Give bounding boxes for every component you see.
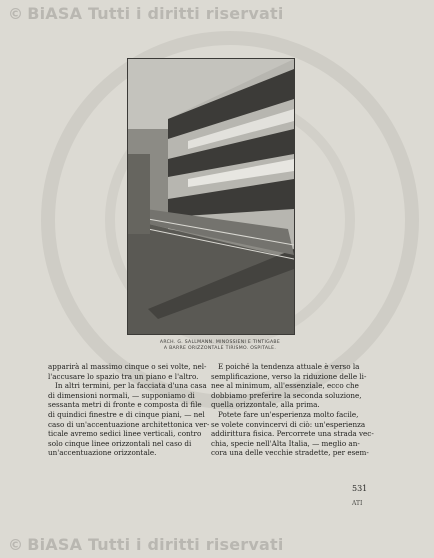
watermark-text: BiASA Tutti i diritti riservati (27, 535, 284, 554)
text-column-left (48, 362, 234, 458)
right-line-2: semplificazione, verso la riduzione delle li- (211, 371, 367, 381)
watermark-top (8, 4, 284, 23)
right-line-4: dobbiamo preferire la seconda soluzione, (211, 390, 362, 400)
right-line-6: Potete fare un'esperienza molto facile, (218, 409, 359, 419)
caption-line-1: ARCH. G. SALLMANN. MINOSSIENI E TINTIGABE (159, 340, 281, 345)
building-photo-image (128, 59, 294, 334)
caption-line-2: A BARRE ORIZZONTALE TIRISMO. OSPITALE. (163, 346, 277, 351)
right-line-1: E poiché la tendenza attuale è verso la (218, 362, 360, 371)
left-line-3: In altri termini, per la facciata d'una casa (55, 381, 207, 391)
watermark-bottom (8, 535, 284, 554)
watermark-text: BiASA Tutti i diritti riservati (27, 4, 284, 23)
left-line-1: apparirà al massimo cinque o sei volte, nel- (48, 362, 207, 371)
photo-caption (140, 340, 300, 352)
right-line-7: se volete convincervi di ciò: un'esperienza (211, 419, 366, 429)
right-line-8: addirittura fisica. Percorrete una strada vec- (211, 429, 374, 439)
building-photo (127, 58, 295, 335)
right-line-9: chia, specie nell'Alta Italia, — meglio an- (211, 438, 360, 448)
right-line-5: quella orizzontale, alla prima. (211, 400, 320, 410)
left-line-9: solo cinque linee orizzontali nel caso di (48, 438, 192, 448)
left-line-7: caso di un'accentuazione architettonica ver- (48, 419, 210, 429)
left-line-8: ticale avremo sedici linee verticali, contro (48, 429, 202, 439)
text-column-right (211, 362, 397, 458)
page-number: 531 (352, 484, 368, 493)
left-line-10: un'accentuazione orizzontale. (48, 448, 157, 458)
left-line-5: sessanta metri di fronte e composta di file (48, 400, 202, 410)
left-line-6: di quindici finestre e di cinque piani, — nel (48, 409, 205, 419)
copyright-icon: © (8, 5, 24, 23)
left-line-4: di dimensioni normali, — supponiamo di (48, 390, 195, 400)
copyright-icon: © (8, 536, 24, 554)
right-line-3: nee al minimum, all'essenziale, ecco che (211, 381, 359, 391)
right-line-10: cora una delle vecchie stradette, per esem- (211, 448, 369, 458)
left-line-2: l'accusare lo spazio tra un piano e l'altro. (48, 371, 199, 381)
handwritten-mark: ATI (352, 500, 363, 507)
